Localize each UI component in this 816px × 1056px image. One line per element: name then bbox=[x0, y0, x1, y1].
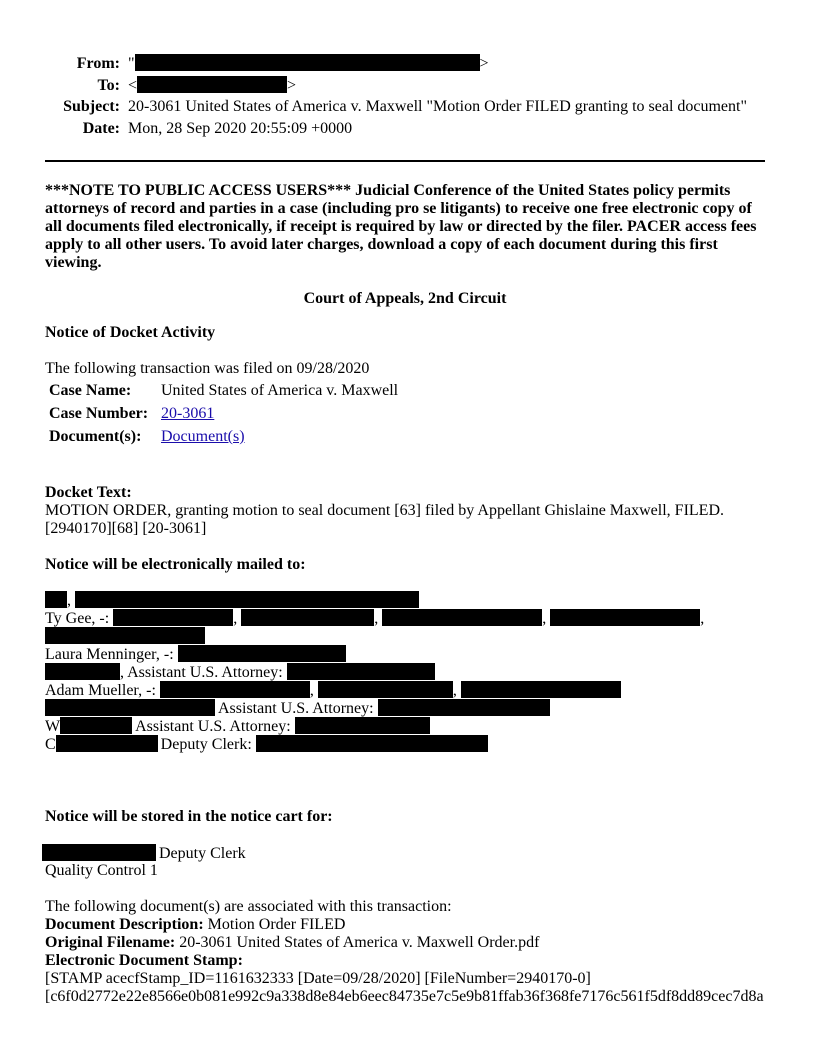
divider bbox=[45, 160, 765, 162]
recipient-role: Assistant U.S. Attorney: bbox=[218, 700, 374, 717]
recipient-row bbox=[45, 717, 430, 736]
redaction bbox=[45, 591, 67, 608]
filename-value: 20-3061 United States of America v. Maxwell Order.pdf bbox=[179, 934, 540, 951]
separator: , bbox=[700, 610, 705, 627]
docket-text-line2: [2940170][68] [20-3061] bbox=[45, 520, 207, 537]
redaction bbox=[135, 54, 480, 71]
public-access-notice: ***NOTE TO PUBLIC ACCESS USERS*** Judicial Conference of the United States policy permits attorneys of record and parties in a case (including pro se litigants) to receive one free electronic copy of all documents filed electronically, if receipt is required by law or directed by the filer. PACER access fees apply to all other users. To avoid later charges, download a copy of each document during this first viewing. bbox=[45, 182, 757, 271]
description-row bbox=[45, 916, 345, 934]
docket-text-heading: Docket Text: bbox=[45, 484, 132, 501]
from-prefix: " bbox=[128, 55, 135, 72]
redaction bbox=[256, 735, 488, 752]
redaction bbox=[382, 609, 542, 626]
date-value: Mon, 28 Sep 2020 20:55:09 +0000 bbox=[128, 120, 353, 137]
recipient-name: Ty Gee, -: bbox=[45, 610, 110, 627]
recipient-name: Laura Menninger, -: bbox=[45, 646, 174, 663]
partial-name: W bbox=[45, 718, 61, 735]
docket-activity-heading: Notice of Docket Activity bbox=[45, 324, 216, 341]
redaction bbox=[178, 645, 346, 662]
from-suffix: > bbox=[479, 55, 489, 72]
subject-value: 20-3061 United States of America v. Maxwell "Motion Order FILED granting to seal document" bbox=[128, 98, 748, 115]
stamp-line2: [c6f0d2772e22e8566e0b081e992c9a338d8e84eb6eec84735e7c5e9b81ffab36f368fe7176c561f5df8dd89cec7d8a bbox=[45, 988, 764, 1005]
mailed-heading: Notice will be electronically mailed to: bbox=[45, 556, 306, 573]
to-label: To: bbox=[97, 77, 120, 94]
recipient-row bbox=[45, 735, 488, 754]
filename-row bbox=[45, 934, 539, 952]
filed-text: The following transaction was filed on 09/28/2020 bbox=[45, 360, 370, 377]
separator: , bbox=[309, 682, 314, 699]
redaction bbox=[160, 681, 310, 698]
cart-row bbox=[42, 844, 246, 863]
recipient-row bbox=[45, 681, 621, 700]
recipient-row bbox=[45, 663, 435, 682]
redaction bbox=[378, 699, 550, 716]
associated-intro: The following document(s) are associated with this transaction: bbox=[45, 898, 452, 915]
cart-quality: Quality Control 1 bbox=[45, 862, 158, 879]
cart-role: Deputy Clerk bbox=[159, 845, 246, 862]
case-number-row bbox=[49, 405, 214, 423]
separator: , bbox=[67, 592, 71, 609]
recipient-row bbox=[45, 627, 205, 646]
recipient-row bbox=[45, 645, 346, 664]
redaction bbox=[287, 663, 435, 680]
description-label: Document Description: bbox=[45, 916, 204, 933]
filename-label: Original Filename: bbox=[45, 934, 176, 951]
recipient-row bbox=[45, 591, 419, 610]
court-name: Court of Appeals, 2nd Circuit bbox=[303, 290, 507, 307]
case-number-link[interactable]: 20-3061 bbox=[161, 405, 215, 422]
subject-label: Subject: bbox=[63, 98, 120, 115]
recipient-role: Deputy Clerk: bbox=[160, 736, 252, 753]
to-suffix: > bbox=[287, 77, 297, 94]
redaction bbox=[550, 609, 700, 626]
stamp-line1: [STAMP acecfStamp_ID=1161632333 [Date=09/28/2020] [FileNumber=2940170-0] bbox=[45, 970, 591, 987]
separator: , bbox=[233, 610, 238, 627]
redaction bbox=[295, 717, 430, 734]
recipient-role: , Assistant U.S. Attorney: bbox=[120, 664, 283, 681]
documents-label: Document(s): bbox=[49, 428, 142, 445]
to-prefix: < bbox=[128, 77, 138, 94]
redaction bbox=[461, 681, 621, 698]
to-row bbox=[0, 76, 296, 95]
cart-heading: Notice will be stored in the notice cart for: bbox=[45, 808, 333, 825]
case-number-label: Case Number: bbox=[49, 405, 149, 422]
date-label: Date: bbox=[82, 120, 120, 137]
redaction bbox=[318, 681, 453, 698]
redaction bbox=[75, 591, 419, 608]
separator: , bbox=[542, 610, 547, 627]
separator: , bbox=[374, 610, 379, 627]
from-row bbox=[0, 54, 489, 73]
stamp-label: Electronic Document Stamp: bbox=[45, 952, 243, 969]
case-name-value: United States of America v. Maxwell bbox=[161, 382, 399, 399]
case-name-row bbox=[49, 382, 398, 400]
description-value: Motion Order FILED bbox=[207, 916, 346, 933]
redaction bbox=[60, 717, 132, 734]
redaction bbox=[45, 627, 205, 644]
redaction bbox=[45, 699, 215, 716]
case-name-label: Case Name: bbox=[49, 382, 132, 399]
documents-row bbox=[49, 428, 245, 446]
redaction bbox=[113, 609, 233, 626]
recipient-row bbox=[45, 609, 704, 628]
redaction bbox=[42, 844, 156, 861]
from-label: From: bbox=[76, 55, 120, 72]
recipient-name: Adam Mueller, -: bbox=[45, 682, 156, 699]
date-row bbox=[0, 120, 352, 138]
redaction bbox=[241, 609, 374, 626]
documents-link[interactable]: Document(s) bbox=[161, 428, 245, 445]
recipient-role: Assistant U.S. Attorney: bbox=[135, 718, 291, 735]
subject-row bbox=[0, 98, 747, 116]
partial-name: C bbox=[45, 736, 56, 753]
redaction bbox=[137, 76, 287, 93]
recipient-row bbox=[45, 699, 550, 718]
redaction bbox=[45, 663, 120, 680]
redaction bbox=[56, 735, 158, 752]
separator: , bbox=[452, 682, 457, 699]
docket-text-line1: MOTION ORDER, granting motion to seal document [63] filed by Appellant Ghislaine Maxwell, FILED. bbox=[45, 502, 724, 519]
